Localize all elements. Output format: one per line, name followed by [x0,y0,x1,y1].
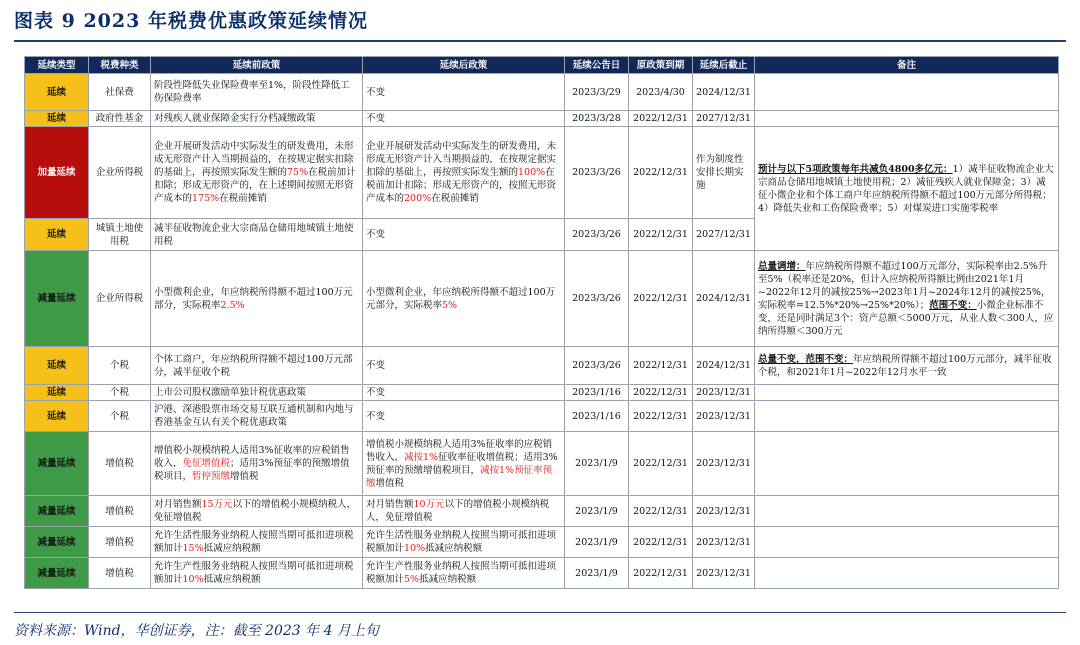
highlight-text: 75% [287,167,309,178]
after-policy-cell [363,401,565,432]
title-divider [14,40,1066,42]
expire-date-cell: 2023/4/30 [629,74,693,111]
highlight-text: 5% [442,299,458,311]
tax-cell: 增值税 [89,496,151,527]
cell-text: 1）减半征收物流企业大宗商品仓储用地城镇土地使用税；2）减征残疾人就业保障金；3）减征小微企业和个体工商户年应纳税所得额不超过100万元部分所得税；4）降低失业和工伤保险费率；5）对煤炭进口实施零税率 [758,163,1054,214]
after-policy-cell [363,111,565,127]
before-policy-cell [151,74,363,111]
end-date-cell: 作为制度性安排长期实施 [693,127,755,219]
note-cell [755,127,1059,251]
announce-date-cell: 2023/3/26 [565,251,629,347]
announce-date-cell: 2023/3/26 [565,127,629,219]
cell-text: 不变 [366,410,386,422]
figure-title: 图表 9 2023 年税费优惠政策延续情况 [14,10,368,32]
cell-text: 不变 [366,360,386,371]
table-row [25,127,1059,219]
cell-text: 对残疾人就业保障金实行分档减缴政策 [154,113,316,124]
end-date-cell: 2027/12/31 [693,111,755,127]
highlight-text: 免征增值税 [182,458,231,469]
type-cell: 延续 [25,219,89,251]
note-cell [755,496,1059,527]
note-cell [755,527,1059,558]
col-header: 延续后政策 [363,57,565,74]
after-policy-cell [363,219,565,251]
cell-text: 增值税小规模纳税人适用3%征收率的应税销售收入， [366,438,553,463]
note-cell [755,74,1059,111]
note-cell [755,111,1059,127]
cell-text: 沪港、深港股票市场交易互联互通机制和内地与香港基金互认有关个税优惠政策 [154,404,354,428]
tax-cell: 增值税 [89,432,151,496]
cell-text: 在税前摊销 [219,193,267,204]
announce-date-cell: 2023/1/9 [565,432,629,496]
cell-text: ；适用3%预征率的预缴增值税项目， [154,458,350,482]
expire-date-cell: 2022/12/31 [629,385,693,401]
end-date-cell: 2023/12/31 [693,401,755,432]
cell-text: 对月销售额 [366,499,414,510]
cell-text: 在税前加计扣除；形成无形资产的，在上述期间按照无形资产成本的 [154,167,356,204]
policy-table [24,56,1059,589]
cell-text: 阶段性降低失业保险费率至1%，阶段性降低工伤保险费率 [154,80,350,104]
expire-date-cell: 2022/12/31 [629,527,693,558]
end-date-cell: 2024/12/31 [693,74,755,111]
table-row [25,527,1059,558]
expire-date-cell: 2022/12/31 [629,111,693,127]
announce-date-cell: 2023/1/9 [565,496,629,527]
before-policy-cell [151,401,363,432]
tax-cell: 个税 [89,385,151,401]
cell-text: 允许生产性服务业纳税人按照当期可抵扣进项税额加计 [366,561,557,585]
type-cell: 减量延续 [25,496,89,527]
tax-cell: 企业所得税 [89,127,151,219]
type-cell: 延续 [25,385,89,401]
cell-text: 允许生产性服务业纳税人按照当期可抵扣进项税额加计 [154,561,354,585]
cell-text: 允许生活性服务业纳税人按照当期可抵扣进项税额加计 [154,530,354,554]
cell-text: 企业开展研发活动中实际发生的研发费用，未形成无形资产计入当期损益的，在按规定据实扣除的基础上，再按照实际发生额的 [154,141,354,178]
note-heading: 总量不变，范围不变： [758,353,854,365]
announce-date-cell: 2023/1/9 [565,527,629,558]
expire-date-cell: 2022/12/31 [629,496,693,527]
before-policy-cell [151,432,363,496]
tax-cell: 个税 [89,347,151,385]
col-header: 延续前政策 [151,57,363,74]
cell-text: 抵减应纳税额 [419,574,477,585]
col-header: 延续类型 [25,57,89,74]
cell-text: 年应纳税所得额不超过100万元部分，实际税率由2.5%升至5%（税率还是20%，但计入应纳税所得额比例由2021年1月~2022年12月的减按25%→2023年1月~2024年12月的减按25%，实际税率=12.5%*20%→25%*20%）； [758,260,1051,311]
tax-cell: 增值税 [89,558,151,589]
after-policy-cell [363,347,565,385]
before-policy-cell [151,127,363,219]
col-header: 延续后截止 [693,57,755,74]
tax-cell: 个税 [89,401,151,432]
type-cell: 加量延续 [25,127,89,219]
type-cell: 延续 [25,347,89,385]
before-policy-cell [151,347,363,385]
cell-text: 以下的增值税小规模纳税人，免征增值税 [366,499,550,523]
cell-text: 增值税 [375,477,405,489]
announce-date-cell: 2023/1/16 [565,385,629,401]
cell-text: 允许生活性服务业纳税人按照当期可抵扣进项税额加计 [366,530,557,554]
note-cell [755,432,1059,496]
type-cell: 减量延续 [25,251,89,347]
end-date-cell: 2023/12/31 [693,432,755,496]
before-policy-cell [151,558,363,589]
expire-date-cell: 2022/12/31 [629,401,693,432]
cell-text: 年应纳税所得额不超过100万元部分，减半征收个税，和2021年1月~2022年12月水平一致 [758,353,1052,378]
cell-text: 增值税 [230,471,259,482]
cell-text: 以下的增值税小规模纳税人，免征增值税 [154,499,357,523]
cell-text: 抵减应纳税额 [203,543,261,554]
before-policy-cell [151,111,363,127]
cell-text: 不变 [366,86,386,98]
announce-date-cell: 2023/1/9 [565,558,629,589]
tax-cell: 社保费 [89,74,151,111]
announce-date-cell: 2023/1/16 [565,401,629,432]
highlight-text: 2.5% [220,299,245,311]
cell-text: 在税前加计扣除；形成无形资产的，按照无形资产成本的 [366,167,557,204]
expire-date-cell: 2022/12/31 [629,219,693,251]
table-row [25,251,1059,347]
end-date-cell: 2024/12/31 [693,251,755,347]
table-row [25,385,1059,401]
expire-date-cell: 2022/12/31 [629,127,693,219]
cell-text: 不变 [366,229,386,240]
cell-text: 增值税小规模纳税人适用3%征收率的应税销售收入， [154,445,350,469]
tax-cell: 企业所得税 [89,251,151,347]
highlight-text: 5% [404,574,420,585]
end-date-cell: 2027/12/31 [693,219,755,251]
table-row [25,347,1059,385]
highlight-text: 10% [404,543,426,554]
highlight-text: 暂停预缴 [192,471,231,482]
table-row [25,74,1059,111]
after-policy-cell [363,251,565,347]
note-cell [755,401,1059,432]
cell-text: 征收率征收增值税；适用3%预征率的预缴增值税项目， [366,451,558,476]
col-header: 税费种类 [89,57,151,74]
expire-date-cell: 2022/12/31 [629,432,693,496]
end-date-cell: 2023/12/31 [693,496,755,527]
after-policy-cell [363,527,565,558]
highlight-text: 15万元 [201,499,233,510]
highlight-text: 10% [182,574,204,585]
type-cell: 减量延续 [25,558,89,589]
announce-date-cell: 2023/3/28 [565,111,629,127]
cell-text: 个体工商户，年应纳税所得额不超过100万元部分，减半征收个税 [154,353,353,378]
cell-text: 企业开展研发活动中实际发生的研发费用，未形成无形资产计入当期损益的，在按规定据实扣除的基础上，再按照实际发生额的 [366,141,557,178]
highlight-text: 200% [404,193,432,204]
cell-text: 小微企业标准不变，还是同时满足3个：资产总额＜5000万元，从业人数＜300人，应纳所得额＜300万元 [758,299,1054,337]
type-cell: 减量延续 [25,527,89,558]
expire-date-cell: 2022/12/31 [629,251,693,347]
end-date-cell: 2023/12/31 [693,558,755,589]
after-policy-cell [363,558,565,589]
tax-cell: 政府性基金 [89,111,151,127]
note-cell [755,251,1059,347]
end-date-cell: 2023/12/31 [693,527,755,558]
highlight-text: 15% [182,543,204,554]
announce-date-cell: 2023/3/26 [565,347,629,385]
cell-text: 减半征收物流企业大宗商品仓储用地城镇土地使用税 [154,222,354,247]
table-row [25,111,1059,127]
table-row [25,558,1059,589]
table-row [25,401,1059,432]
cell-text: 在税前摊销 [431,193,479,204]
before-policy-cell [151,385,363,401]
highlight-text: 10万元 [413,499,445,510]
type-cell: 减量延续 [25,432,89,496]
cell-text: 上市公司股权激励单独计税优惠政策 [154,387,307,398]
end-date-cell: 2023/12/31 [693,385,755,401]
note-cell [755,385,1059,401]
before-policy-cell [151,496,363,527]
header-row [25,57,1059,74]
col-header: 原政策到期 [629,57,693,74]
type-cell: 延续 [25,74,89,111]
expire-date-cell: 2022/12/31 [629,558,693,589]
end-date-cell: 2024/12/31 [693,347,755,385]
cell-text: 小型微利企业，年应纳税所得额不超过100万元部分，实际税率 [366,286,556,311]
announce-date-cell: 2023/3/26 [565,219,629,251]
cell-text: 不变 [366,387,386,398]
cell-text: 不变 [366,113,386,124]
note-heading: 总量调增： [758,260,806,272]
after-policy-cell [363,432,565,496]
before-policy-cell [151,527,363,558]
announce-date-cell: 2023/3/29 [565,74,629,111]
source-divider [14,612,1066,613]
after-policy-cell [363,496,565,527]
table-row [25,496,1059,527]
highlight-text: 100% [518,167,546,178]
note-heading: 范围不变： [929,299,977,311]
source-note: 资料来源：Wind，华创证券，注：截至 2023 年 4 月上旬 [14,623,379,639]
table-row [25,432,1059,496]
cell-text: 对月销售额 [154,499,202,510]
after-policy-cell [363,127,565,219]
note-cell [755,558,1059,589]
cell-text: 抵减应纳税额 [425,543,483,554]
type-cell: 延续 [25,401,89,432]
cell-text: 小型微利企业，年应纳税所得额不超过100万元部分，实际税率 [154,286,353,311]
before-policy-cell [151,219,363,251]
after-policy-cell [363,385,565,401]
after-policy-cell [363,74,565,111]
note-heading: 预计与以下5项政策每年共减负4800多亿元： [758,163,953,175]
tax-cell: 增值税 [89,527,151,558]
tax-cell: 城镇土地使用税 [89,219,151,251]
note-cell [755,347,1059,385]
before-policy-cell [151,251,363,347]
highlight-text: 175% [192,193,220,204]
expire-date-cell: 2022/12/31 [629,347,693,385]
col-header: 备注 [755,57,1059,74]
highlight-text: 减按1% [404,451,439,463]
type-cell: 延续 [25,111,89,127]
col-header: 延续公告日 [565,57,629,74]
highlight-text: 减按1%预征率预缴 [366,464,553,489]
cell-text: 抵减应纳税额 [203,574,261,585]
